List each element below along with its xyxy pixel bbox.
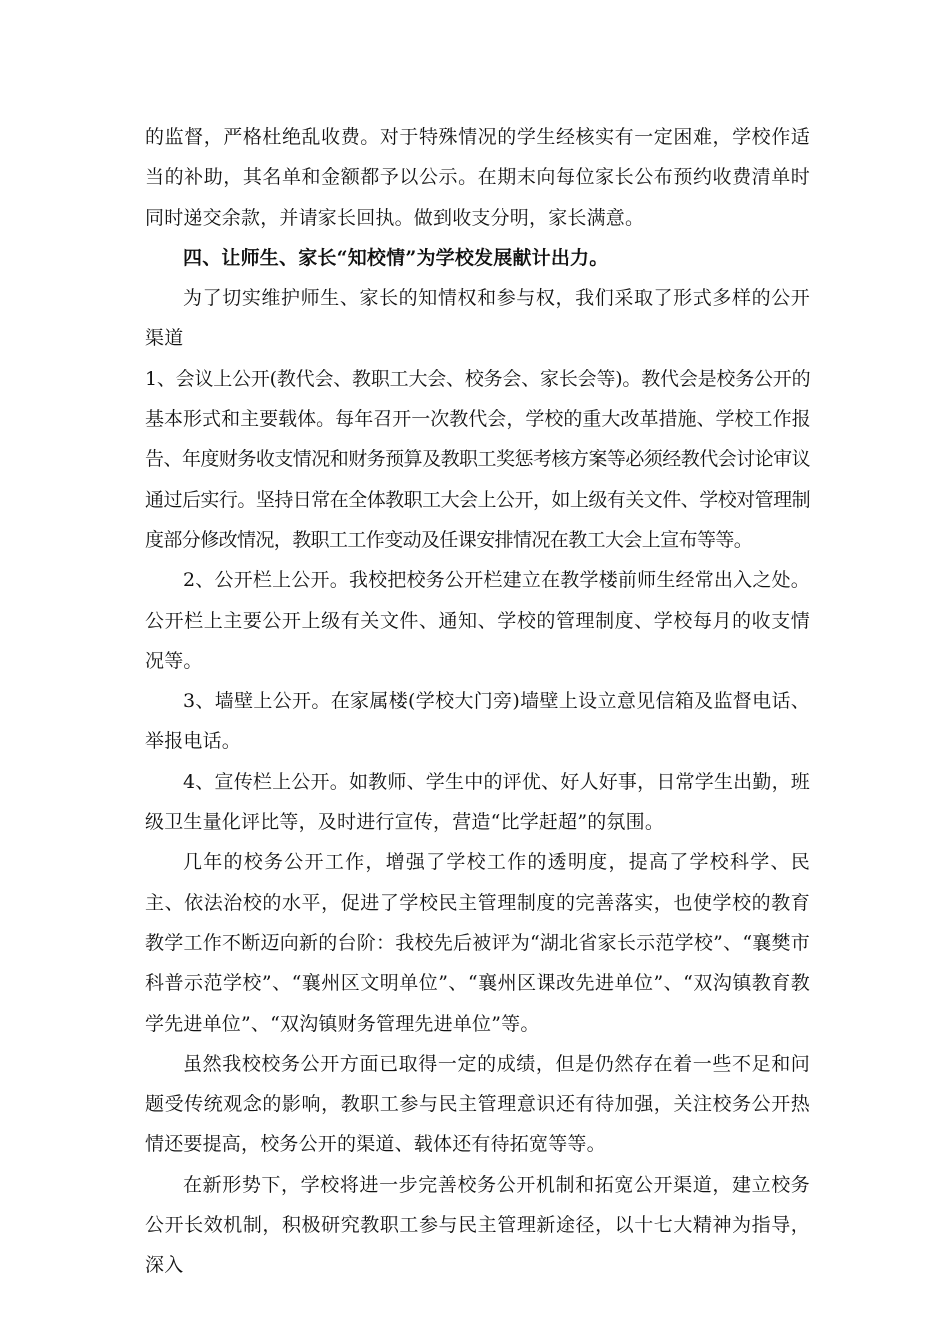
paragraph-bulletin-board: 2、公开栏上公开。我校把校务公开栏建立在教学楼前师生经常出入之处。公开栏上主要公开上级有关文件、通知、学校的管理制度、学校每月的收支情况等。 xyxy=(145,569,810,672)
document-body xyxy=(145,117,810,1286)
paragraph-intro-channels: 为了切实维护师生、家长的知情权和参与权，我们采取了形式多样的公开渠道 xyxy=(145,287,810,350)
paragraph-continuation: 的监督，严格杜绝乱收费。对于特殊情况的学生经核实有一定困难，学校作适当的补助，其名单和金额都予以公示。在期末向每位家长公布预约收费清单时同时递交余款，并请家长回执。做到收支分明，家长满意。 xyxy=(145,126,810,229)
paragraph-wall-disclosure: 3、墙壁上公开。在家属楼(学校大门旁)墙壁上设立意见信箱及监督电话、举报电话。 xyxy=(145,690,810,753)
paragraph-future-plans: 在新形势下，学校将进一步完善校务公开机制和拓宽公开渠道，建立校务公开长效机制，积极研究教职工参与民主管理新途径，以十七大精神为指导，深入 xyxy=(145,1173,810,1277)
paragraph-shortcomings: 虽然我校校务公开方面已取得一定的成绩，但是仍然存在着一些不足和问题受传统观念的影响，教职工参与民主管理意识还有待加强，关注校务公开热情还要提高，校务公开的渠道、载体还有待拓宽等等。 xyxy=(145,1052,810,1156)
section-heading-four: 四、让师生、家长“知校情”为学校发展献计出力。 xyxy=(183,246,609,269)
paragraph-meeting-disclosure: 1、会议上公开(教代会、教职工大会、校务会、家长会等)。教代会是校务公开的基本形式和主要载体。每年召开一次教代会，学校的重大改革措施、学校工作报告、年度财务收支情况和财务预算及教职工奖惩考核方案等必须经教代会讨论审议通过后实行。坚持日常在全体教职工大会上公开，如上级有关文件、学校对管理制度部分修改情况，教职工工作变动及任课安排情况在教工大会上宣布等等。 xyxy=(145,367,810,551)
paragraph-achievements: 几年的校务公开工作，增强了学校工作的透明度，提高了学校科学、民主、依法治校的水平，促进了学校民主管理制度的完善落实，也使学校的教育教学工作不断迈向新的台阶：我校先后被评为“湖北省家长示范学校”、“襄樊市科普示范学校”、“襄州区文明单位”、“襄州区课改先进单位”、“双沟镇教育教学先进单位”、“双沟镇财务管理先进单位”等。 xyxy=(145,851,810,1035)
paragraph-publicity-board: 4、宣传栏上公开。如教师、学生中的评优、好人好事，日常学生出勤，班级卫生量化评比等，及时进行宣传，营造“比学赶超”的氛围。 xyxy=(145,770,810,834)
